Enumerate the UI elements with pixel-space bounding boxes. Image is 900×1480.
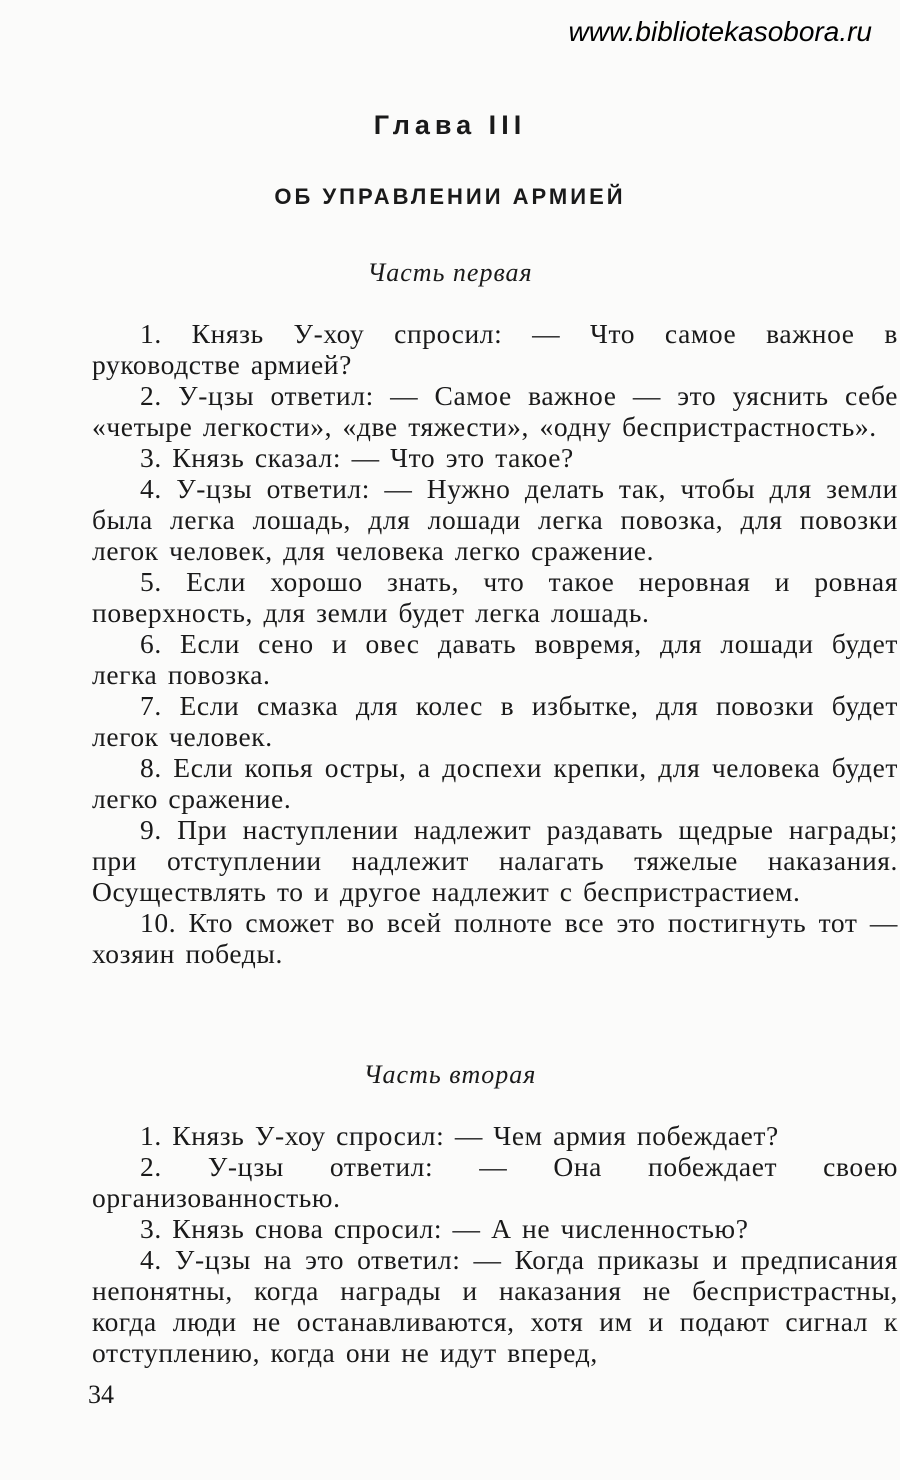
part-one-body (92, 318, 898, 969)
paragraph: 2. У-цзы ответил: — Самое важное — это уяснить себе «четыре легкости», «две тяжести», «одну беспристрастность». (92, 380, 898, 442)
paragraph: 7. Если смазка для колес в избытке, для повозки будет легок человек. (92, 690, 898, 752)
paragraph: 4. У-цзы ответил: — Нужно делать так, чтобы для земли была легка лошадь, для лошади легка повозка, для повозки легок человек, для человека легко сражение. (92, 473, 898, 566)
page-number: 34 (88, 1380, 114, 1409)
paragraph: 4. У-цзы на это ответил: — Когда приказы и предписания непонятны, когда награды и наказания не беспристрастны, когда люди не останавливаются, хотя им и подают сигнал к отступлению, когда они не идут вперед, (92, 1244, 898, 1368)
part-two-heading: Часть вторая (363, 1060, 537, 1089)
paragraph: 3. Князь снова спросил: — А не численностью? (140, 1213, 749, 1244)
paragraph: 1. Князь У-хоу спросил: — Что самое важное в руководстве армией? (92, 318, 898, 380)
paragraph: 1. Князь У-хоу спросил: — Чем армия побеждает? (140, 1120, 779, 1151)
paragraph: 5. Если хорошо знать, что такое неровная и ровная поверхность, для земли будет легка лошадь. (92, 566, 898, 628)
paragraph: 6. Если сено и овес давать вовремя, для лошади будет легка повозка. (92, 628, 898, 690)
site-watermark: www.bibliotekasobora.ru (568, 16, 872, 47)
paragraph: 2. У-цзы ответил: — Она побеждает своею организованностью. (92, 1151, 898, 1213)
paragraph: 8. Если копья остры, а доспехи крепки, для человека будет легко сражение. (92, 752, 898, 814)
paragraph: 3. Князь сказал: — Что это такое? (140, 442, 574, 473)
part-one-heading: Часть первая (367, 258, 533, 287)
chapter-label: Глава III (373, 110, 527, 140)
part-two-body (92, 1120, 898, 1368)
paragraph: 10. Кто сможет во всей полноте все это постигнуть тот — хозяин победы. (92, 907, 898, 969)
paragraph: 9. При наступлении надлежит раздавать щедрые награды; при отступлении надлежит налагать тяжелые наказания. Осуществлять то и другое надлежит с беспристрастием. (92, 814, 898, 907)
chapter-title: ОБ УПРАВЛЕНИИ АРМИЕЙ (274, 184, 626, 209)
